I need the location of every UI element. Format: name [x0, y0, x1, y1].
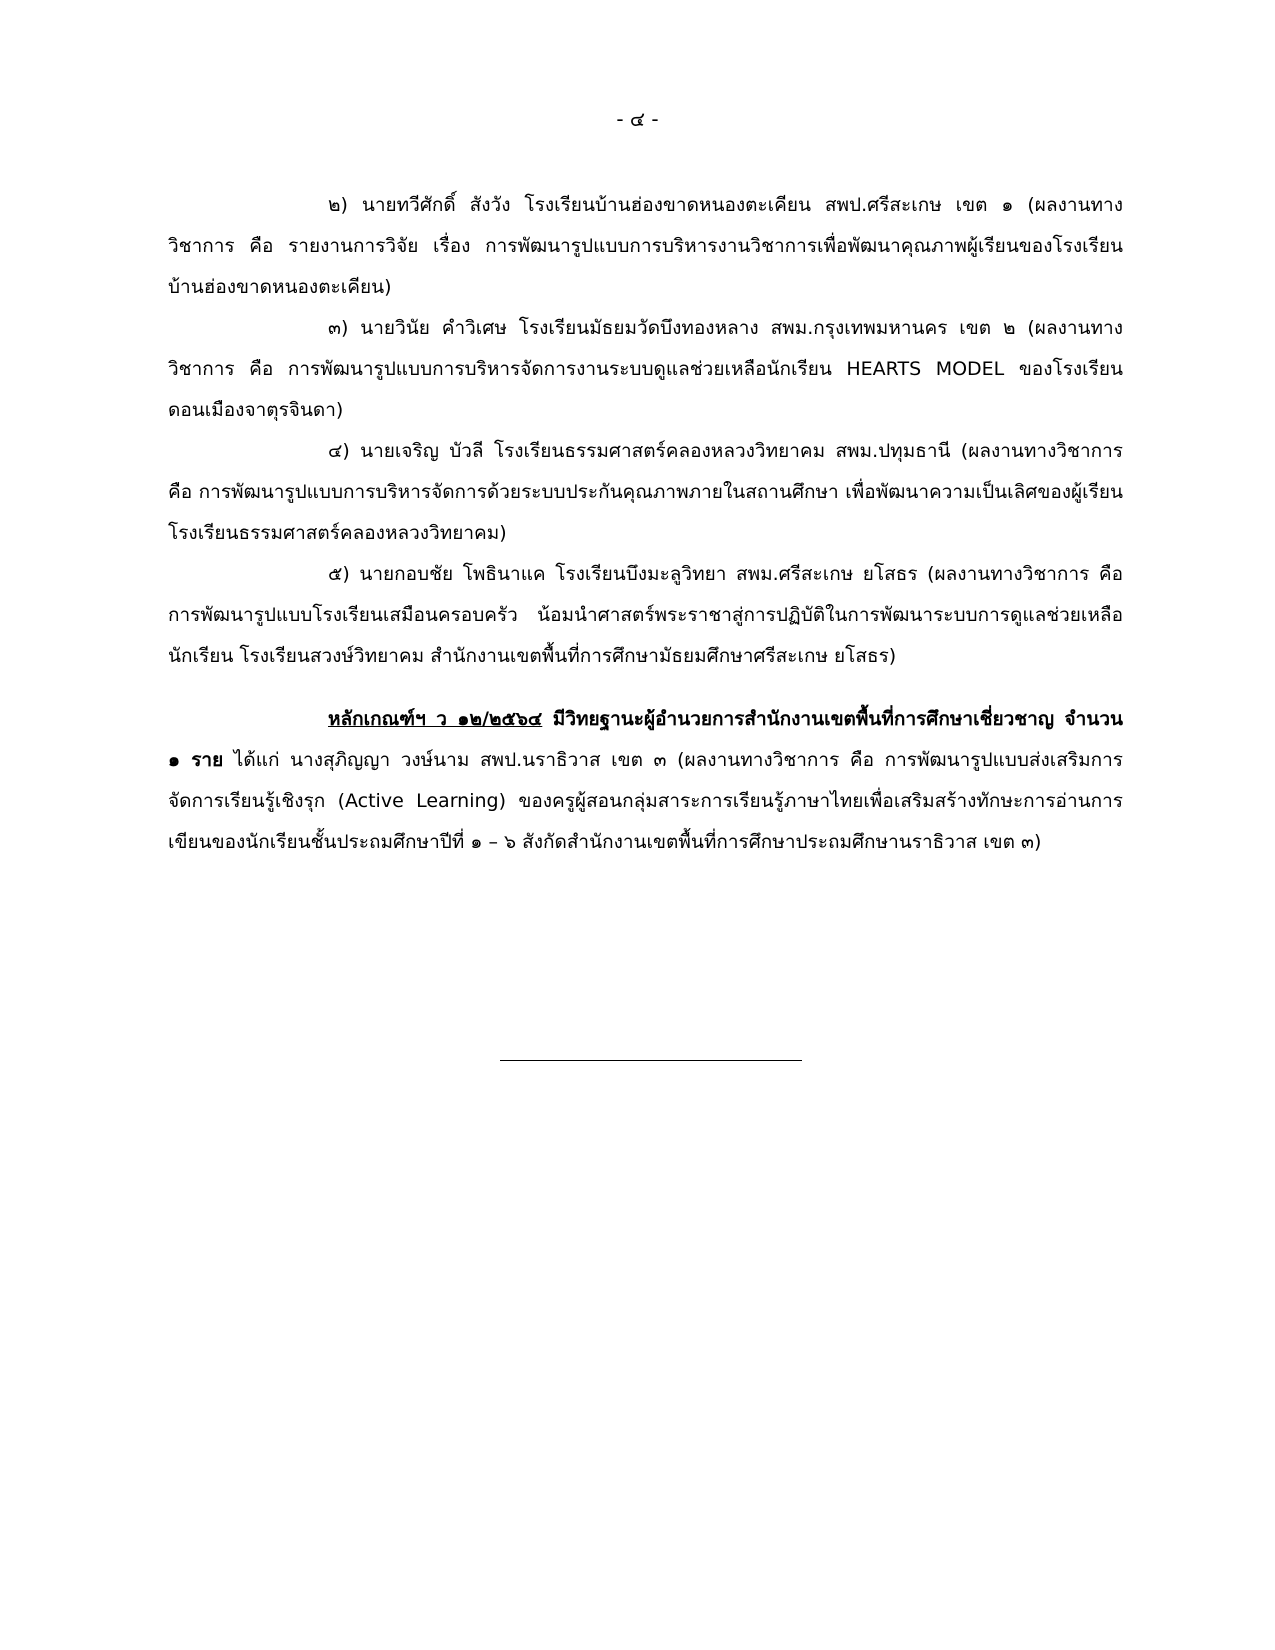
list-item: ๒) นายทวีศักดิ์ สังวัง โรงเรียนบ้านฮ่องขาดหนองตะเคียน สพป.ศรีสะเกษ เขต ๑ (ผลงานทางวิชาการ คือ รายงานการวิจัย เรื่อง การพัฒนารูปแบบการบริหารงานวิชาการเพื่อพัฒนาคุณภาพผู้เรียนของโรงเรียนบ้านฮ่องขาดหนองตะเคียน) — [168, 194, 1123, 298]
list-item: ๕) นายกอบชัย โพธินาแค โรงเรียนบึงมะลูวิทยา สพม.ศรีสะเกษ ยโสธร (ผลงานทางวิชาการ คือ การพัฒนารูปแบบโรงเรียนเสมือนครอบครัว น้อมนำศาสตร์พระราชาสู่การปฏิบัติในการพัฒนาระบบการดูแลช่วยเหลือนักเรียน โรงเรียนสวงษ์วิทยาคม สำนักงานเขตพื้นที่การศึกษามัธยมศึกษาศรีสะเกษ ยโสธร) — [168, 563, 1123, 667]
end-divider — [500, 1060, 802, 1061]
criteria-detail: ได้แก่ นางสุภิญญา วงษ์นาม สพป.นราธิวาส เขต ๓ (ผลงานทางวิชาการ คือ การพัฒนารูปแบบส่งเสริมการจัดการเรียนรู้เชิงรุก (Active Learning) ของครูผู้สอนกลุ่มสาระการเรียนรู้ภาษาไทยเพื่อเสริมสร้างทักษะการอ่านการเขียนของนักเรียนชั้นประถมศึกษาปีที่ ๑ – ๖ สังกัดสำนักงานเขตพื้นที่การศึกษาประถมศึกษานราธิวาส เขต ๓) — [168, 749, 1124, 853]
list-item: ๔) นายเจริญ บัวลี โรงเรียนธรรมศาสตร์คลองหลวงวิทยาคม สพม.ปทุมธานี (ผลงานทางวิชาการ คือ การพัฒนารูปแบบการบริหารจัดการด้วยระบบประกันคุณภาพภายในสถานศึกษา เพื่อพัฒนาความเป็นเลิศของผู้เรียนโรงเรียนธรรมศาสตร์คลองหลวงวิทยาคม) — [168, 440, 1123, 544]
criteria-count: จำนวน ๑ ราย — [168, 708, 1123, 771]
document-body — [168, 185, 1123, 863]
criteria-reference: หลักเกณฑ์ฯ ว ๑๒/๒๕๖๔ — [328, 708, 543, 730]
criteria-title: มีวิทยฐานะผู้อำนวยการสำนักงานเขตพื้นที่การศึกษาเชี่ยวชาญ — [542, 708, 1065, 730]
page-number: - ๔ - — [616, 107, 659, 131]
list-item: ๓) นายวินัย คำวิเศษ โรงเรียนมัธยมวัดบึงทองหลาง สพม.กรุงเทพมหานคร เขต ๒ (ผลงานทางวิชาการ คือ การพัฒนารูปแบบการบริหารจัดการงานระบบดูแลช่วยเหลือนักเรียน HEARTS MODEL ของโรงเรียนดอนเมืองจาตุรจินดา) — [168, 317, 1123, 421]
criteria-paragraph — [168, 699, 1123, 863]
